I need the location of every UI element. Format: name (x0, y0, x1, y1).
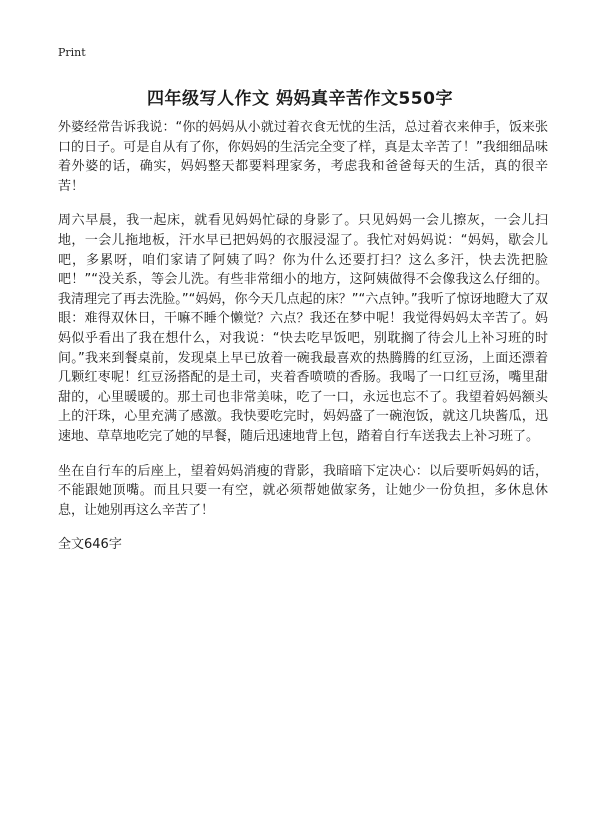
page-title: 四年级写人作文 妈妈真辛苦作文550字 (147, 89, 453, 109)
print-link[interactable]: Print (58, 46, 86, 59)
paragraph-1: 外婆经常告诉我说：“你的妈妈从小就过着衣食无忧的生活，总过着衣来伸手，饭来张口的日子。可是自从有了你，你妈妈的生活完全变了样，真是太辛苦了！”我细细品味着外婆的话，确实，妈妈整天都要料理家务，考虑我和爸爸每天的生活，真的很辛苦！ (58, 120, 548, 194)
article-body (58, 118, 548, 554)
word-count: 全文646字 (58, 537, 122, 553)
paragraph-2: 周六早晨，我一起床，就看见妈妈忙碌的身影了。只见妈妈一会儿擦灰，一会儿扫地，一会儿拖地板，汗水早已把妈妈的衣服浸湿了。我忙对妈妈说：“妈妈，歇会儿吧，多累呀，咱们家请了阿姨了吗？你为什么还要打扫？这么多汗，快去洗把脸吧！”“没关系，等会儿洗。有些非常细小的地方，这阿姨做得不会像我这么仔细的。我清理完了再去洗脸。”“妈妈，你今天几点起的床？”“六点钟。”我听了惊讶地瞪大了双眼：难得双休日，干嘛不睡个懒觉？六点？我还在梦中呢！我觉得妈妈太辛苦了。妈妈似乎看出了我在想什么，对我说：“快去吃早饭吧，别耽搁了待会儿上补习班的时间。”我来到餐桌前，发现桌上早已放着一碗我最喜欢的热腾腾的红豆汤，上面还漂着几颗红枣呢！红豆汤搭配的是土司，夹着香喷喷的香肠。我喝了一口红豆汤，嘴里甜甜的，心里暖暖的。那土司也非常美味，吃了一口，永远也忘不了。我望着妈妈额头上的汗珠，心里充满了感激。我快要吃完时，妈妈盛了一碗泡饭，就这几块酱瓜，迅速地、草草地吃完了她的早餐，随后迅速地背上包，踏着自行车送我去上补习班了。 (58, 213, 548, 444)
paragraph-3: 坐在自行车的后座上，望着妈妈消瘦的背影，我暗暗下定决心：以后要听妈妈的话，不能跟她顶嘴。而且只要一有空，就必须帮她做家务，让她少一份负担，多休息休息，让她别再这么辛苦了！ (58, 463, 548, 518)
